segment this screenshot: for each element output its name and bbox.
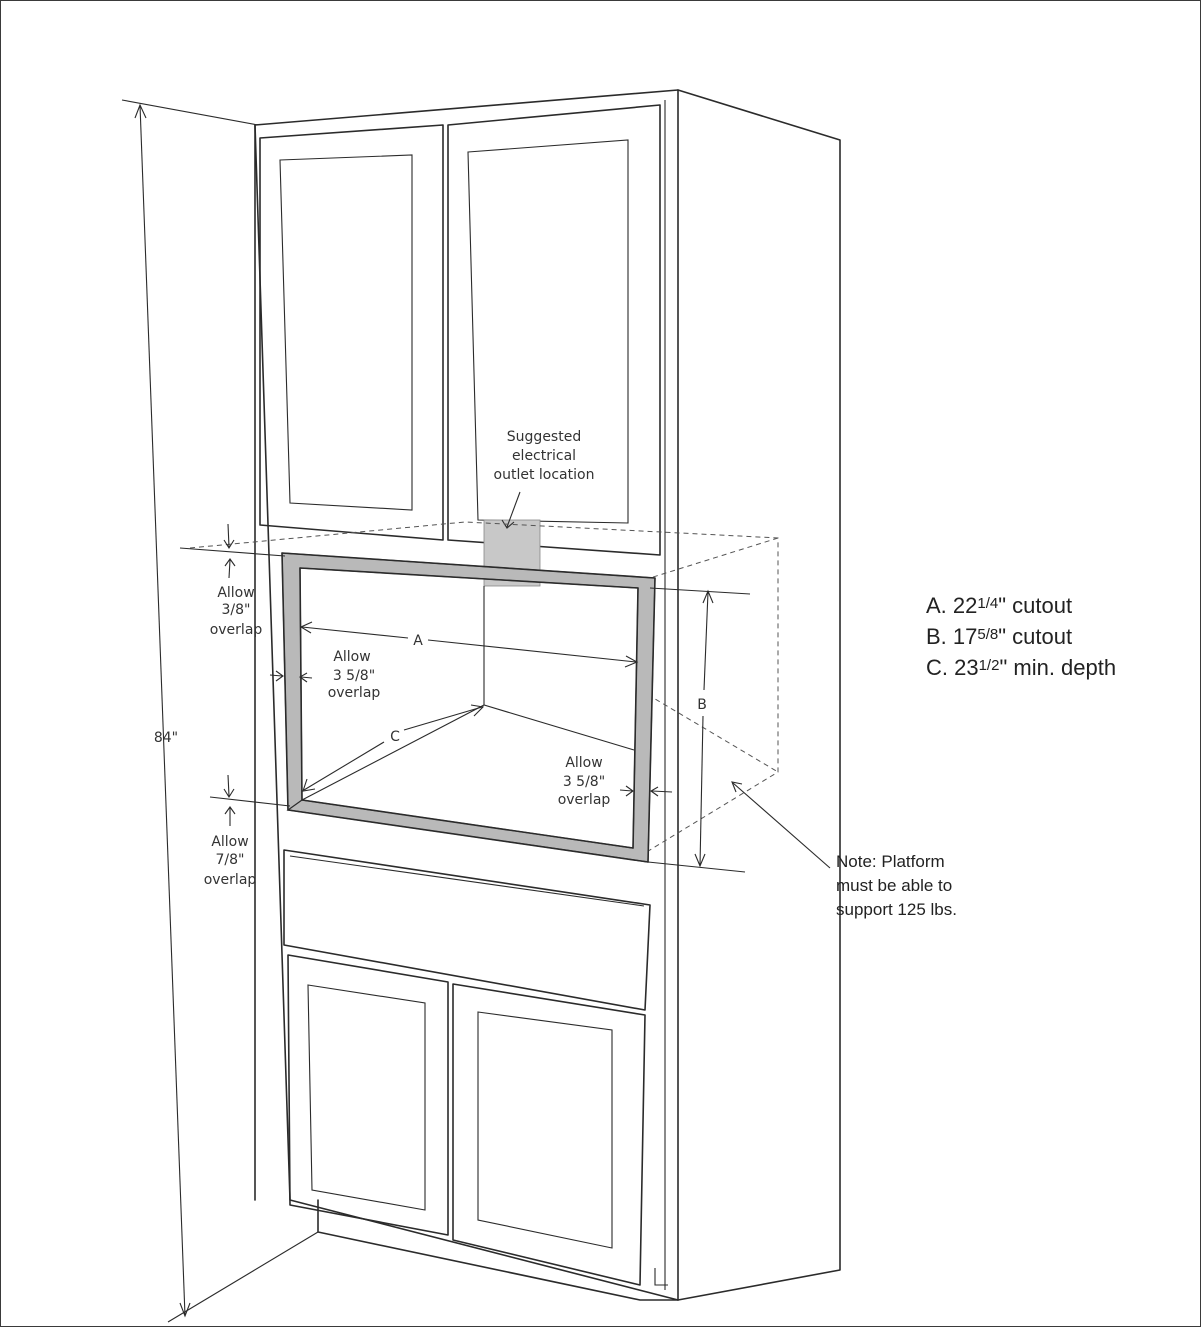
note-leader: [732, 782, 830, 868]
label-text: overlap: [557, 792, 611, 808]
bottom-overlap-label: [204, 834, 257, 888]
label-text: 3 5/8": [332, 668, 376, 684]
upper-door-left: [260, 125, 443, 540]
legend-item-b: [926, 621, 1116, 652]
label-text: 3/8": [221, 602, 251, 618]
label-text: C. 23: [926, 655, 979, 680]
label-text: B. 17: [926, 624, 978, 649]
label-text: overlap: [203, 872, 257, 888]
dimension-c: [303, 705, 483, 791]
lower-door-left: [288, 955, 448, 1235]
legend-item-c: [926, 652, 1116, 683]
platform-note: [836, 850, 1006, 922]
note-line-2: must be able to: [836, 876, 953, 895]
label-text: " cutout: [998, 593, 1073, 618]
outlet-label-line3: outlet location: [493, 467, 595, 483]
outlet-label: [494, 429, 595, 483]
label-text: 7/8": [215, 852, 245, 868]
height-dimension: [135, 105, 190, 1316]
label-text: 1/4: [977, 595, 999, 612]
height-label: 84": [153, 730, 179, 746]
label-text: 1/2: [978, 657, 1000, 674]
upper-door-right: [448, 105, 660, 555]
left-overlap-label: [328, 649, 381, 701]
right-overlap-label: [558, 755, 611, 808]
note-line-3: support 125 lbs.: [836, 900, 957, 919]
outlet-label-line1: Suggested: [506, 429, 582, 445]
dimension-legend: [926, 590, 1116, 683]
outlet-label-line2: electrical: [511, 448, 577, 464]
label-text: A. 22: [926, 593, 978, 618]
legend-item-a: [926, 590, 1116, 621]
label-text: overlap: [327, 685, 381, 701]
label-text: Allow: [217, 585, 255, 601]
label-text: overlap: [209, 622, 263, 638]
note-line-1: Note: Platform: [836, 852, 945, 871]
label-text: " min. depth: [999, 655, 1117, 680]
label-text: 5/8: [977, 626, 999, 643]
label-text: Allow: [333, 649, 371, 665]
dim-c-label: C: [390, 729, 400, 745]
label-text: Allow: [211, 834, 249, 850]
lower-door-right: [453, 984, 645, 1285]
dimension-b: [648, 588, 750, 872]
dim-b-label: B: [697, 697, 707, 713]
label-text: Allow: [565, 755, 603, 771]
dim-a-label: A: [413, 633, 423, 649]
cutout-opening: [282, 553, 655, 862]
label-text: " cutout: [998, 624, 1073, 649]
label-text: 3 5/8": [562, 774, 606, 790]
